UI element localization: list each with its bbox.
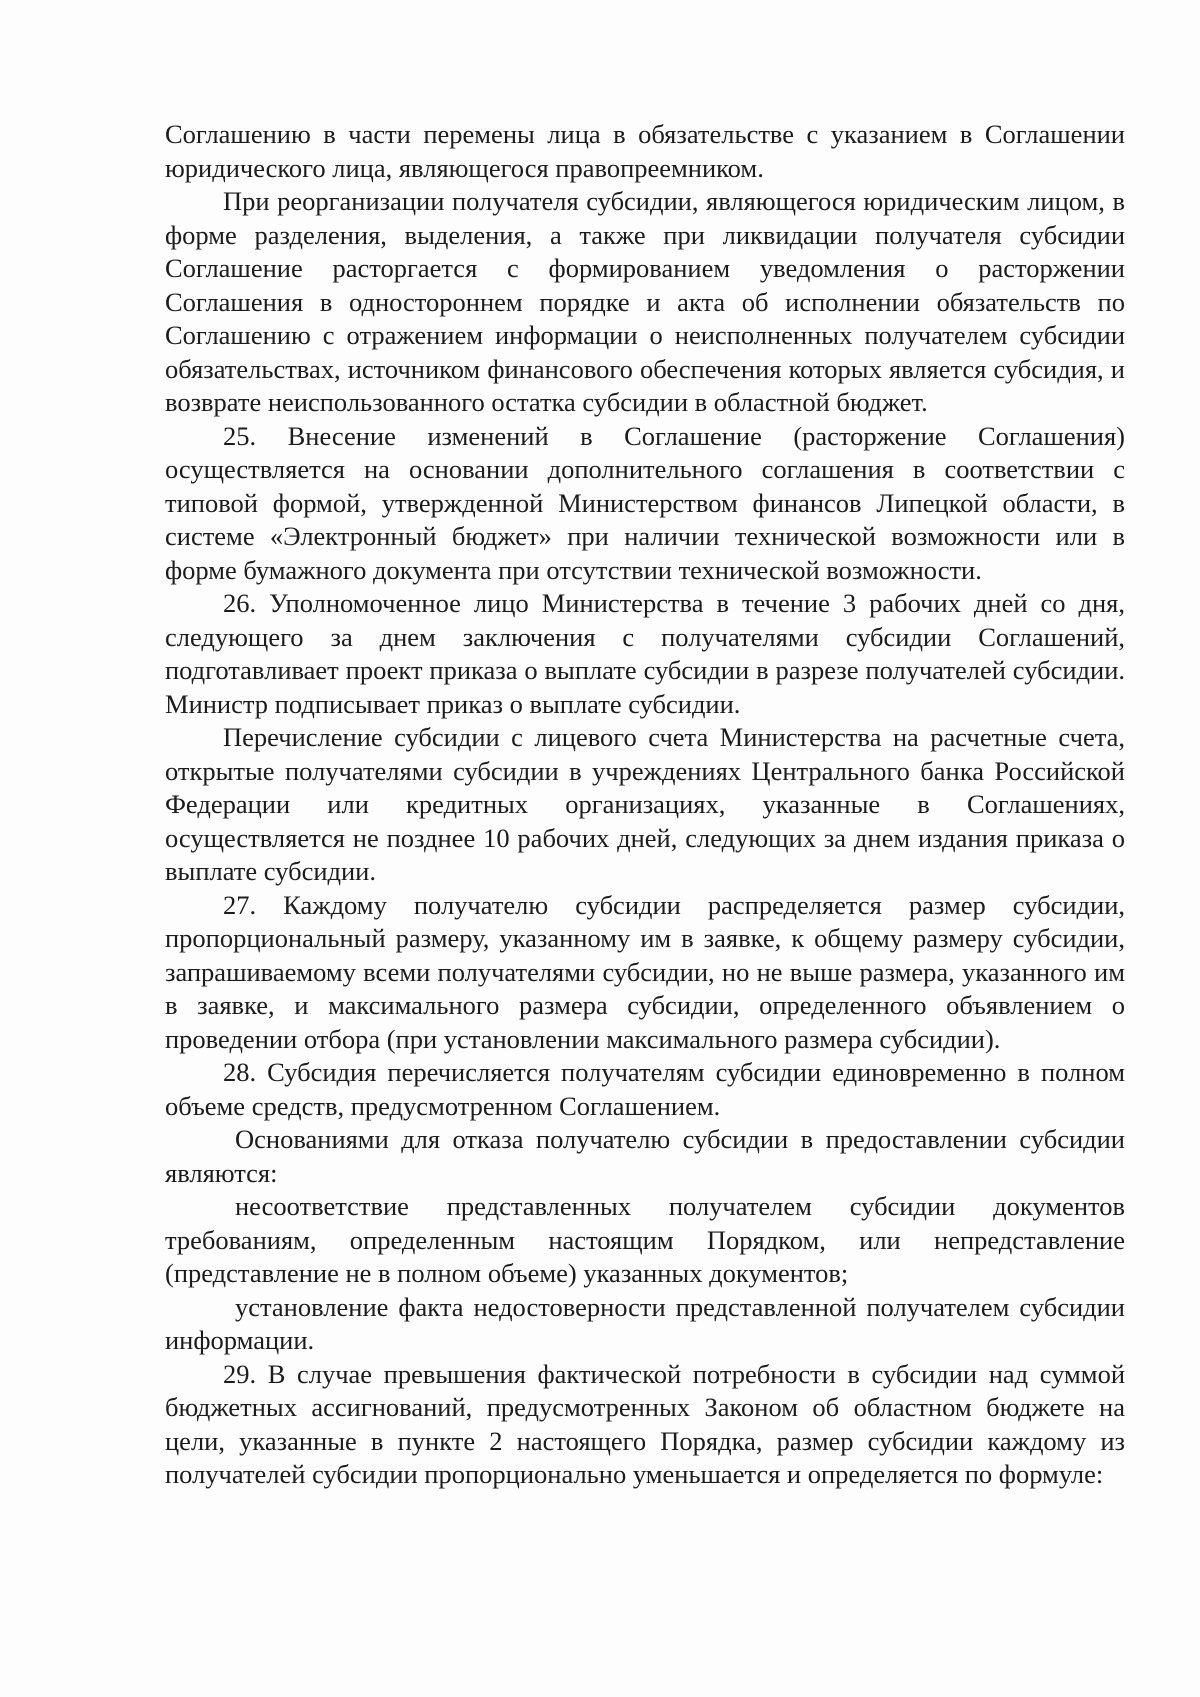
paragraph-refusal-item-1: несоответствие представленных получателем субсидии документов требованиям, определенным настоящим Порядком, или непредставление (представление не в полном объеме) указанных документов; xyxy=(165,1191,1125,1288)
paragraph-clause-27: 27. Каждому получателю субсидии распределяется размер субсидии, пропорциональный размеру, указанному им в заявке, к общему размеру субсидии, запрашиваемому всеми получателями субсидии, но не выше размера, указанного им в заявке, и максимального размера субсидии, определенного объявлением о проведении отбора (при установлении максимального размера субсидии). xyxy=(165,889,1125,1054)
paragraph-transfer: Перечисление субсидии с лицевого счета Министерства на расчетные счета, открытые получателями субсидии в учреждениях Центрального банка Российской Федерации или кредитных организациях, указанные в Соглашениях, осуществляется не позднее 10 рабочих дней, следующих за днем издания приказа о выплате субсидии. xyxy=(165,722,1125,886)
paragraph-refusal-item-2: установление факта недостоверности представленной получателем субсидии информации. xyxy=(165,1291,1125,1355)
paragraph-clause-25: 25. Внесение изменений в Соглашение (расторжение Соглашения) осуществляется на основании дополнительного соглашения в соответствии с типовой формой, утвержденной Министерством финансов Липецкой области, в системе «Электронный бюджет» при наличии технической возможности или в форме бумажного документа при отсутствии технической возможности. xyxy=(165,420,1125,585)
paragraph-refusal-grounds: Основаниями для отказа получателю субсидии в предоставлении субсидии являются: xyxy=(165,1124,1125,1188)
paragraph-clause-28: 28. Субсидия перечисляется получателям субсидии единовременно в полном объеме средств, предусмотренном Соглашением. xyxy=(165,1057,1125,1121)
paragraph-reorganization: При реорганизации получателя субсидии, являющегося юридическим лицом, в форме разделения, выделения, а также при ликвидации получателя субсидии Соглашение расторгается с формированием уведомления о расторжении Соглашения в одностороннем порядке и акта об исполнении обязательств по Соглашению с отражением информации о неисполненных получателем субсидии обязательствах, источником финансового обеспечения которых является субсидия, и возврате неиспользованного остатка субсидии в областной бюджет. xyxy=(165,186,1125,417)
document-body xyxy=(165,118,1125,1492)
paragraph-clause-29: 29. В случае превышения фактической потребности в субсидии над суммой бюджетных ассигнований, предусмотренных Законом об областном бюджете на цели, указанные в пункте 2 настоящего Порядка, размер субсидии каждому из получателей субсидии пропорционально уменьшается и определяется по формуле: xyxy=(165,1358,1125,1489)
paragraph-continuation: Соглашению в части перемены лица в обязательстве с указанием в Соглашении юридического лица, являющегося правопреемником. xyxy=(165,119,1125,183)
paragraph-clause-26: 26. Уполномоченное лицо Министерства в течение 3 рабочих дней со дня, следующего за днем заключения с получателями субсидии Соглашений, подготавливает проект приказа о выплате субсидии в разрезе получателей субсидии. Министр подписывает приказ о выплате субсидии. xyxy=(165,588,1125,719)
